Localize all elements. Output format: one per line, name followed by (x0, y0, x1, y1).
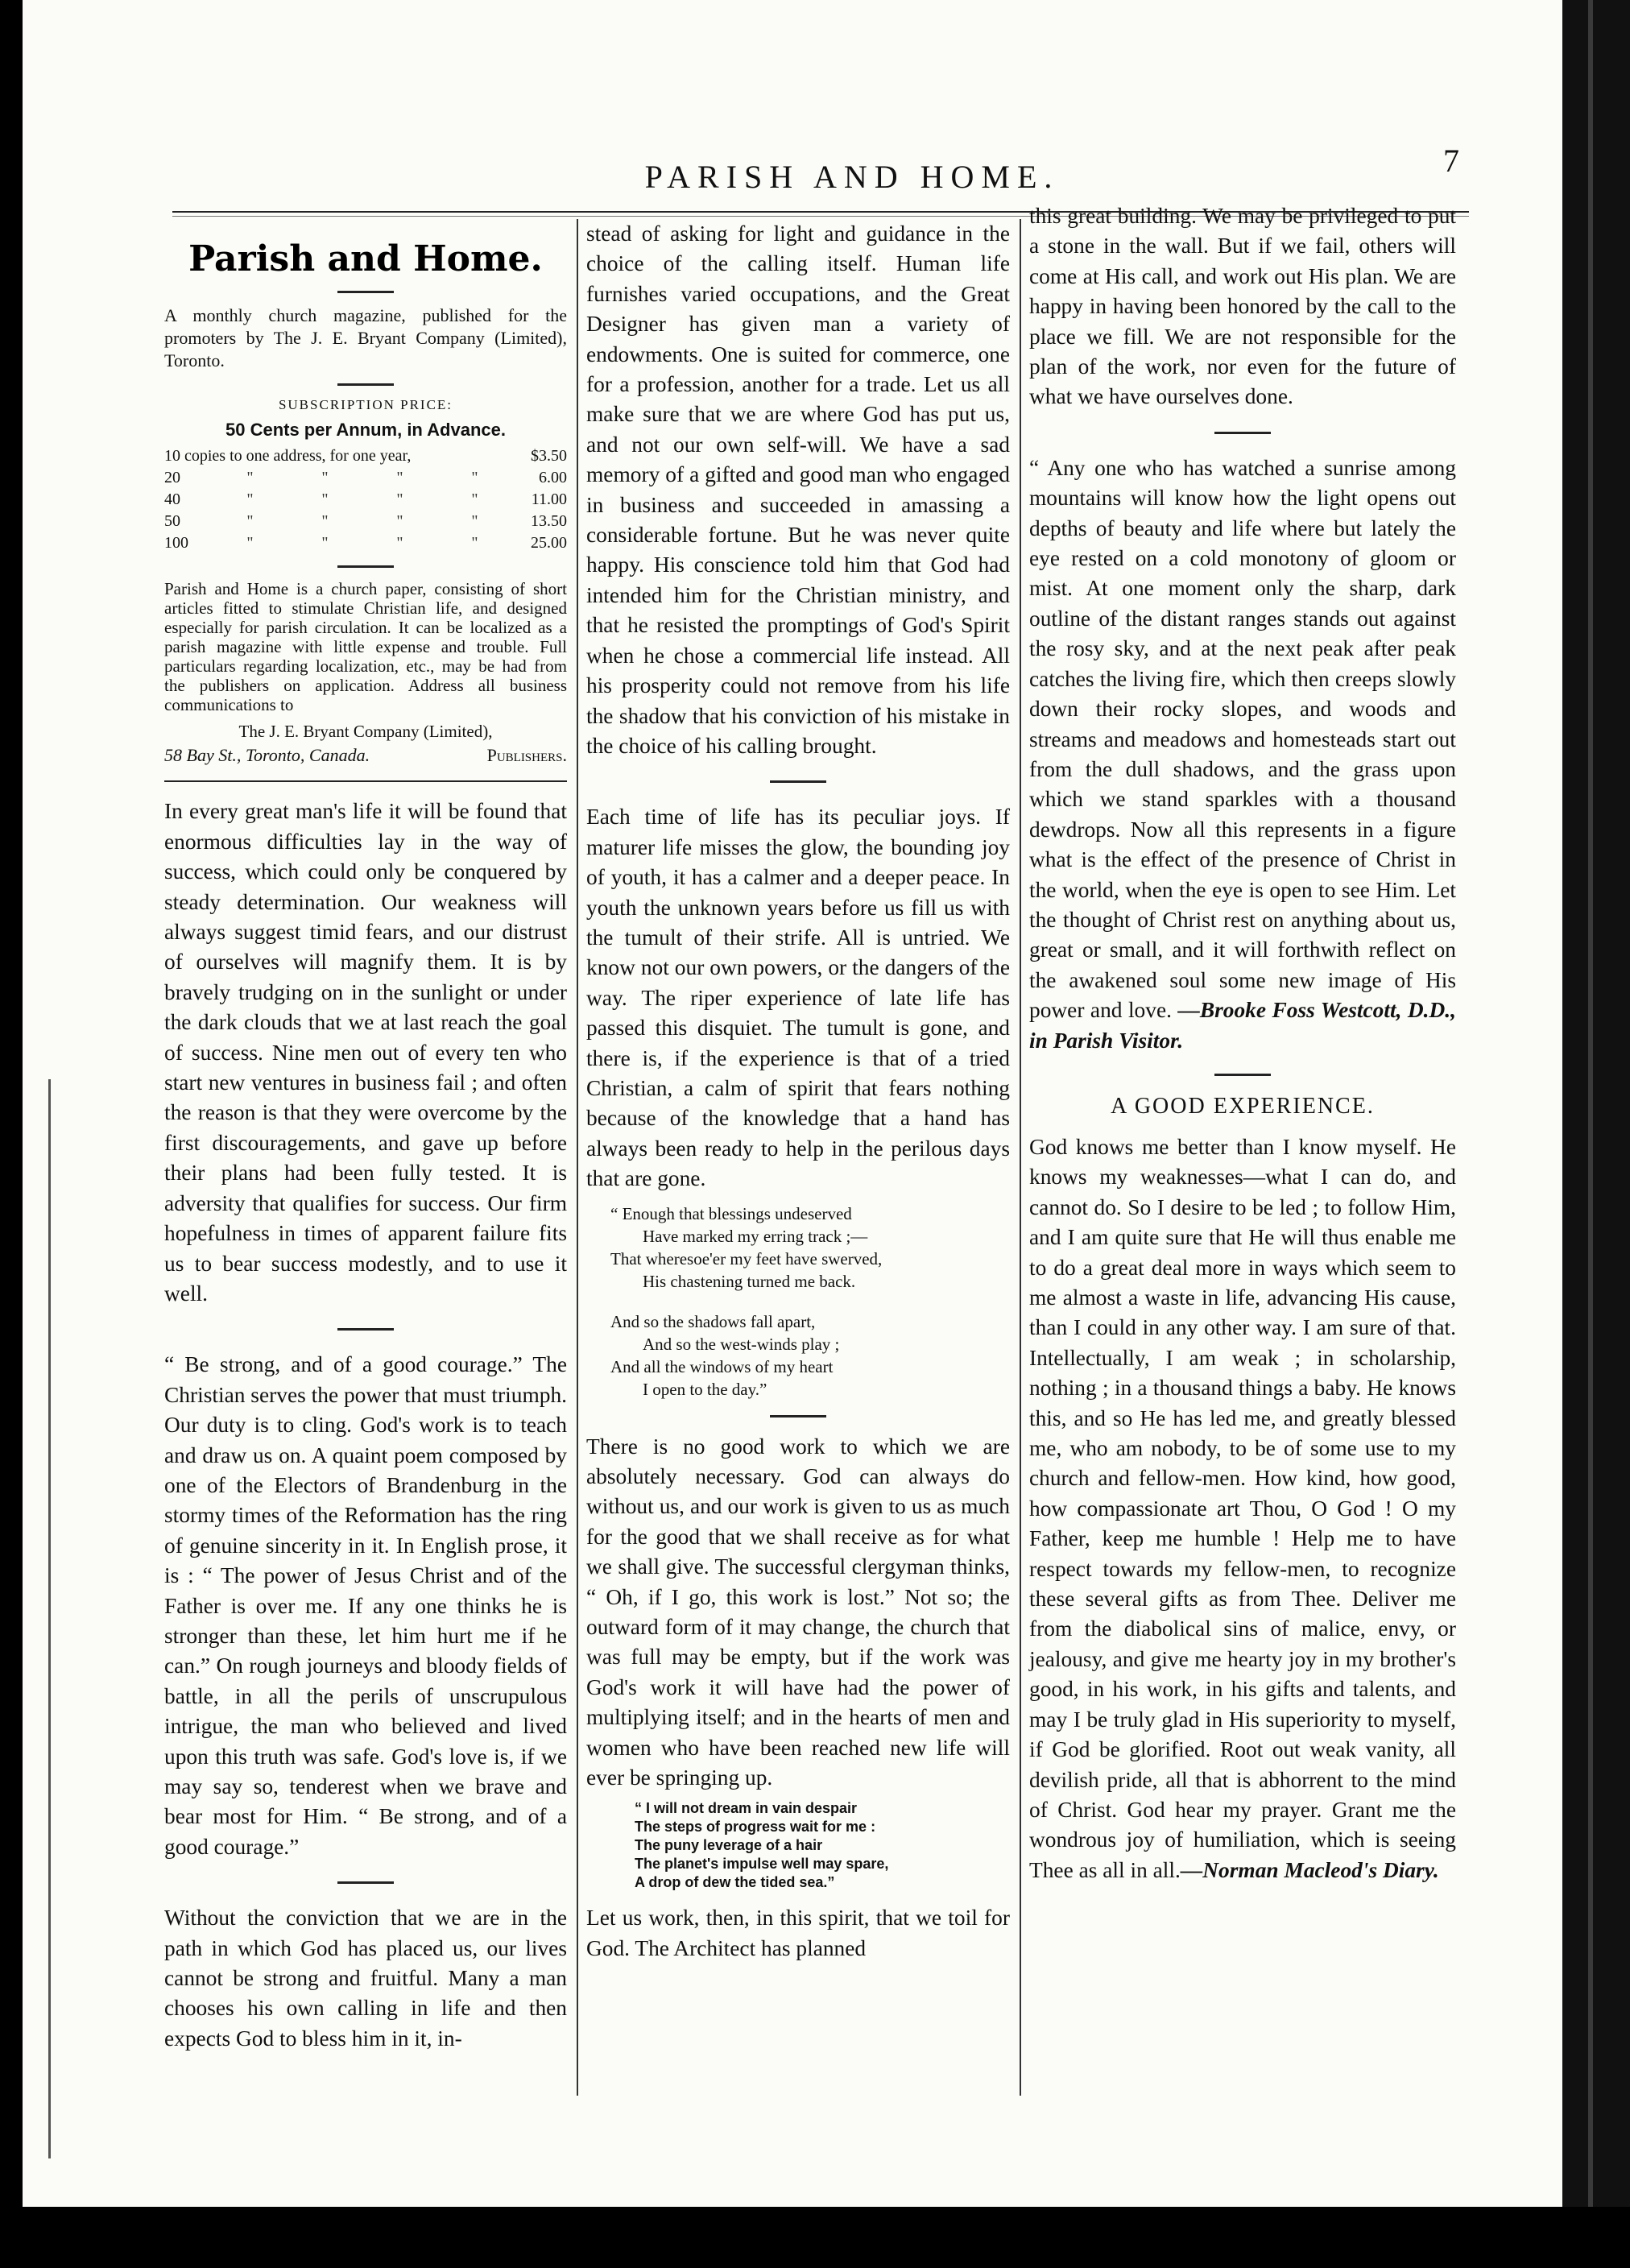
sunrise-attribution: —Brooke Foss Westcott, D.D., in Parish Visitor. (1029, 998, 1457, 1053)
page-header-title: PARISH AND HOME. (644, 159, 1060, 195)
masthead-title: Parish and Home. (188, 238, 543, 279)
ditto-mark: " (246, 534, 254, 552)
column-divider-2 (1020, 219, 1021, 2096)
ditto-mark: " (321, 490, 329, 508)
article-work-spirit: Let us work, then, in this spirit, that we toil for God. The Architect has planned (586, 1906, 1010, 1960)
poem-line: And all the windows of my heart (610, 1356, 834, 1376)
rates-row (164, 511, 567, 532)
ditto-mark: " (246, 512, 254, 530)
masthead-rule-2 (337, 383, 394, 386)
rates-row (164, 467, 567, 489)
ditto-mark: " (396, 490, 403, 508)
ditto-mark: " (321, 512, 329, 530)
rates-row (164, 445, 567, 467)
poem-line: “ I will not dream in vain despair (635, 1800, 858, 1817)
publisher-line (164, 745, 567, 766)
section-rule (1214, 432, 1271, 434)
masthead-bottom-rule (164, 780, 567, 782)
page-number: 7 (1443, 143, 1459, 179)
poem-blessings (610, 1202, 1010, 1401)
subscription-price: 50 Cents per Annum, in Advance. (225, 420, 506, 440)
page-edge (1562, 0, 1630, 2268)
poem-line: The steps of progress wait for me : (635, 1819, 876, 1836)
poem-line: Have marked my erring track ;— (643, 1226, 868, 1246)
article-time-of-life: Each time of life has its peculiar joys. If maturer life misses the glow, the bounding joy of youth, it has a calmer and a deeper peace. In youth the unknown years before us fill us with the tumult of their strife. All is untried. We know not our own powers, or the dangers of the way. The riper experience of late life has passed this disquiet. The tumult is gone, and there is, if the experience is that of a tried Christian, a calm of spirit that fears nothing because of the knowledge that a hand has always been ready to help in the perilous days that are gone. (586, 805, 1010, 1191)
poem-line: “ Enough that blessings undeserved (610, 1203, 852, 1223)
rate-qty: 20 (164, 469, 180, 486)
ditto-mark: " (396, 469, 403, 486)
rate-qty: 40 (164, 490, 180, 508)
section-rule (337, 1328, 394, 1331)
scan-bottom-border (0, 2207, 1630, 2268)
rate-price: 13.50 (531, 512, 567, 530)
ditto-mark: " (396, 512, 403, 530)
binding-line (48, 1079, 51, 2158)
masthead-description: A monthly church magazine, published for the promoters by The J. E. Bryant Company (Limited), Toronto. (164, 305, 567, 370)
poem-line: The puny leverage of a hair (635, 1837, 823, 1854)
poem-line: And so the shadows fall apart, (610, 1311, 816, 1331)
ditto-mark: " (396, 534, 403, 552)
poem-line: The planet's impulse well may spare, (635, 1856, 889, 1873)
article-good-experience (1029, 1132, 1456, 1885)
about-paragraph: Parish and Home is a church paper, consisting of short articles fitted to stimulate Christian life, and designed especially for parish circulation. It can be localized as a parish magazine with little expense and trouble. Full particulars regarding localization, etc., may be had from the publishers on application. Address all business communications to (164, 579, 567, 714)
poem-line: And so the west-winds play ; (643, 1334, 840, 1354)
magazine-page (23, 0, 1566, 2207)
article-calling-continued: stead of asking for light and guidance in the choice of the calling itself. Human life furnishes varied occupations, and the Great Designer has given man a variety of endowments. One is suited for commerce, one for a profession, another for a trade. Let us all make sure that we are where God has put us, and not our own self-will. We have a sad memory of a gifted and good man who engaged in business and succeeded in amassing a considerable fortune. But he was never quite happy. His conscience told him that God had intended him for the Christian ministry, and that he resisted the promptings of God's Spirit when he chose a commercial life instead. All his prosperity could not remove from his life the shadow that his conviction of his mistake in the choice of his calling brought. (586, 221, 1010, 758)
section-rule (337, 1881, 394, 1884)
ditto-mark: " (471, 534, 478, 552)
good-experience-text: God knows me better than I know myself. He knows my weaknesses—what I can do, and cannot do. So I desire to be led ; to follow Him, and I am quite sure that He will thus enable me to do a great deal more in ways which seem to me almost a waste in life, advancing His cause, than I could in any other way. I am sure of that. Intellectually, I am weak ; in scholarship, nothing ; in a thousand things a baby. He knows this, and so He has led me, and greatly blessed me, who am nobody, to be of some use to my church and fellow-men. How kind, how good, how compassionate art Thou, O God ! O my Father, keep me humble ! Help me to have respect towards my fellow-men, to recognize these several gifts as from Thee. Deliver me from the diabolical sins of malice, envy, or jealousy, and give me hearty joy in my brother's good, in his work, in his gifts and talents, and may I be truly glad in His superiority to myself, if God be glorified. Root out weak vanity, all devilish pride, all that is abhorrent to the mind of Christ. God hear my prayer. Grant me the wondrous joy of humiliation, which is seeing Thee as all in all. (1029, 1134, 1456, 1882)
section-rule (770, 780, 826, 783)
publisher-role: Publishers. (486, 745, 567, 766)
publisher-address: 58 Bay St., Toronto, Canada. (164, 745, 370, 766)
rate-price: 11.00 (531, 490, 567, 508)
column-3 (1029, 201, 1456, 1885)
rate-qty: 10 copies to one address, for one year, (164, 447, 412, 465)
rate-price: 25.00 (531, 534, 567, 552)
poem-progress (635, 1799, 1010, 1892)
masthead-rule (337, 291, 394, 293)
ditto-mark: " (246, 490, 254, 508)
rates-rule (337, 565, 394, 568)
rates-row (164, 489, 567, 511)
column-divider-1 (577, 219, 578, 2096)
rate-price: $3.50 (531, 447, 567, 465)
ditto-mark: " (321, 534, 329, 552)
column-1 (164, 219, 567, 2054)
article-sunrise (1029, 453, 1456, 1056)
rate-qty: 100 (164, 534, 188, 552)
article-adversity: In every great man's life it will be found that enormous difficulties lay in the way of success, which could only be conquered by steady determination. Our weakness will always suggest timid fears, and our distrust of ourselves will magnify them. It is by bravely trudging on in the sunlight or under the dark clouds that we at last reach the goal of success. Nine men out of every ten who start new ventures in business fail ; and often the reason is that they were overcome by the first discouragements, and gave up before their plans had been fully tested. It is adversity that qualifies for success. Our firm hopefulness in times of apparent failure fits us to bear success modestly, and to use it well. (164, 799, 567, 1306)
poem-line: A drop of dew the tided sea.” (635, 1874, 835, 1891)
page-spine-line (1588, 0, 1593, 2268)
poem-line: His chastening turned me back. (643, 1271, 856, 1291)
subscription-heading: SUBSCRIPTION PRICE: (278, 397, 453, 412)
article-calling: Without the conviction that we are in the path in which God has placed us, our lives cannot be strong and fruitful. Many a man chooses his own calling in life and then expects God to bless him in it, in- (164, 1906, 567, 2051)
ditto-mark: " (246, 469, 254, 486)
rates-table (164, 445, 567, 554)
section-rule (770, 1415, 826, 1418)
article-good-work: There is no good work to which we are absolutely necessary. God can always do without us, and our work is given to us as much for the good that we shall receive as for what we shall give. The successful clergyman thinks, “ Oh, if I go, this work is lost.” Not so; the outward form of it may change, the church that was full may be empty, but if the work was God's work it will have had the power of multiplying itself; and in the hearts of men and women who have been reached new life will ever be springing up. (586, 1434, 1010, 1790)
rates-row (164, 532, 567, 554)
rate-qty: 50 (164, 512, 180, 530)
rate-price: 6.00 (539, 469, 567, 486)
article-work-spirit-continued: this great building. We may be privileged to put a stone in the wall. But if we fail, others will come at His call, and work out His plan. We are happy in having been honored by the call to the place we fill. We are not responsible for the plan of the work, nor even for the future of what we have ourselves done. (1029, 204, 1456, 409)
ditto-mark: " (471, 490, 478, 508)
article-heading-good-experience: A GOOD EXPERIENCE. (1111, 1093, 1375, 1119)
ditto-mark: " (321, 469, 329, 486)
article-be-strong: “ Be strong, and of a good courage.” The Christian serves the power that must triumph. Our duty is to cling. God's work is to teach and draw us on. A quaint poem composed by one of the Electors of Brandenburg in the stormy times of the Reformation has the ring of genuine sincerity in it. In English prose, it is : “ The power of Jesus Christ and of the Father is over me. If any one thinks he is stronger than these, let him hurt me if he can.” On rough journeys and bloody fields of battle, in all the perils of unscrupulous intrigue, the man who believed and lived upon this truth was safe. God's love is, if we may say so, tenderest when we brave and bear most for Him. “ Be strong, and of a good courage.” (164, 1352, 567, 1859)
poem-line: That wheresoe'er my feet have swerved, (610, 1248, 883, 1269)
sunrise-text: “ Any one who has watched a sunrise among mountains will know how the light opens out depths of beauty and life where but lately the eye rested on a cold monotony of gloom or mist. At one moment only the sharp, dark outline of the distant ranges stands out against the rosy sky, and at the next peak after peak catches the living fire, which then creeps slowly down their rocky slopes, and woods and streams and meadows and homesteads start out from the dull shadows, and the grass upon which we stand sparkles with a thousand dewdrops. Now all this represents in a figure what is the effect of the presence of Christ in the world, when the eye is open to see Him. Let the thought of Christ rest on anything about us, great or small, and it will forthwith reflect on the awakened soul some new image of His power and love. (1029, 455, 1456, 1023)
ditto-mark: " (471, 469, 478, 486)
poem-line: I open to the day.” (643, 1379, 767, 1399)
section-rule (1214, 1074, 1271, 1076)
good-experience-attribution: —Norman Macleod's Diary. (1180, 1857, 1439, 1882)
column-2 (586, 219, 1010, 1964)
publisher-name: The J. E. Bryant Company (Limited), (238, 722, 493, 741)
ditto-mark: " (471, 512, 478, 530)
